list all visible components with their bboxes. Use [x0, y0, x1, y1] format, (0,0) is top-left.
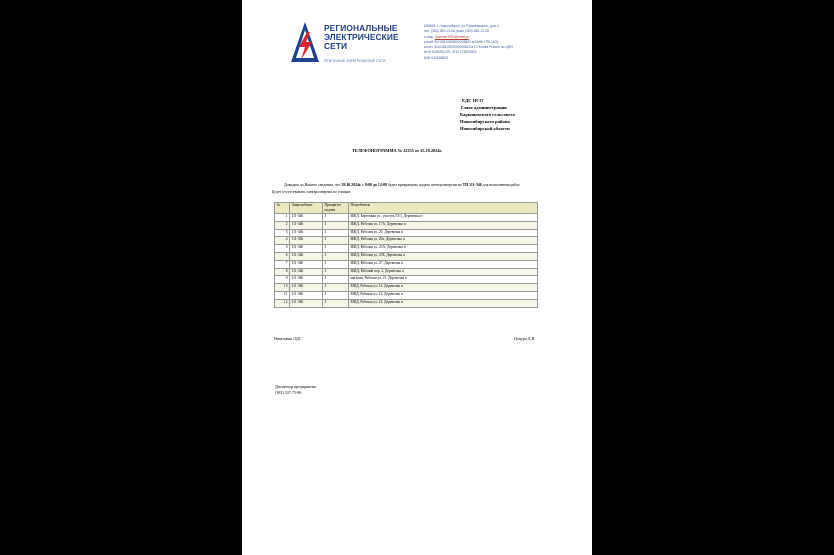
cell-num: 7 — [275, 260, 290, 268]
cell-num: 4 — [275, 237, 290, 245]
intro-part1: Доводим до Вашего сведения, что — [284, 183, 342, 187]
cell-feeder: 111-346 — [290, 229, 323, 237]
company-logo — [290, 20, 420, 68]
cell-priority: 3 — [323, 214, 349, 222]
cell-feeder: 111-346 — [290, 221, 323, 229]
cell-num: 5 — [275, 245, 290, 253]
cell-priority: 3 — [323, 291, 349, 299]
table-header-row — [275, 203, 538, 214]
cell-num: 8 — [275, 268, 290, 276]
cell-consumer: ИЖД, Рабочая ул, 23А, Деревочка п — [349, 245, 538, 253]
requisites-phone: тел. (383) 289-13-28, факс (383) 289-13-28, — [424, 29, 490, 34]
cell-num: 6 — [275, 252, 290, 260]
lightning-triangle-icon — [290, 20, 320, 64]
cell-consumer: МКД, Рабочая ул, 23, Деревочка п — [349, 299, 538, 307]
table-row — [275, 268, 538, 276]
cell-priority: 3 — [323, 260, 349, 268]
requisites-account1: р/счет 40702810500000003663 в БАНК ГПБ (АО) — [424, 39, 499, 44]
cell-consumer: ИЖД, Рабочая ул, 17А, Деревочка п — [349, 221, 538, 229]
outage-table — [274, 202, 538, 308]
requisites-address: 630808, г. Новосибирск, ул. Еремеевского, дом 2, — [424, 24, 500, 28]
intro-line2: Будет отсутствовать электроэнергия по улицам: — [272, 189, 352, 194]
cell-priority: 3 — [323, 268, 349, 276]
cell-feeder: 111-346 — [290, 252, 323, 260]
cell-consumer: ИЖД, Береговая ул., участок 53/1, Деревочка п — [349, 214, 538, 222]
table-row — [275, 291, 538, 299]
cell-feeder: 111-346 — [290, 291, 323, 299]
signature-position: Начальник ОДС — [274, 336, 302, 341]
table-row — [275, 276, 538, 284]
company-name-line3: СЕТИ — [324, 41, 348, 52]
addressee-line1: ЕДС НСО — [462, 98, 484, 103]
requisites-account2: к/счет 30101810300000000823 в ГУ Банка России по ЦФО — [424, 45, 513, 50]
cell-consumer: ИЖД, Рабочая ул, 20а, Деревочка п — [349, 237, 538, 245]
intro-date-range: 29.10.2024г. с 9:00 до 12:00 — [341, 183, 387, 187]
addressee-line3: Барышевского сельсовета — [460, 112, 515, 117]
cell-feeder: 111-346 — [290, 237, 323, 245]
table-row — [275, 229, 538, 237]
cell-num: 9 — [275, 276, 290, 284]
intro-part2: будет прекращена подача электроэнергии на — [387, 183, 463, 187]
cell-feeder: 111-346 — [290, 268, 323, 276]
cell-num: 3 — [275, 229, 290, 237]
company-name-line1: РЕГИОНАЛЬНЫЕ — [324, 23, 398, 33]
dispatcher-title: Диспетчер предприятия — [275, 384, 316, 389]
intro-line1 — [272, 182, 572, 189]
table-row — [275, 221, 538, 229]
cell-priority: 3 — [323, 299, 349, 307]
document-page — [242, 0, 592, 555]
email-label: e-mail: — [424, 34, 434, 39]
cell-num: 10 — [275, 284, 290, 292]
cell-priority: 3 — [323, 276, 349, 284]
table-row — [275, 252, 538, 260]
cell-priority: 3 — [323, 237, 349, 245]
cell-priority: 3 — [323, 229, 349, 237]
cell-priority: 3 — [323, 245, 349, 253]
intro-substation: ТП 111-346 — [462, 183, 482, 187]
cell-num: 12 — [275, 299, 290, 307]
table-row — [275, 299, 538, 307]
cell-priority: 3 — [323, 221, 349, 229]
cell-consumer: МКД, Рабочая ул, 21, Деревочка п — [349, 291, 538, 299]
table-row — [275, 245, 538, 253]
table-body — [275, 214, 538, 308]
addressee-block — [460, 97, 515, 132]
email-link[interactable]: Secretar.PES@eseti.ru — [434, 34, 469, 39]
cell-num: 2 — [275, 221, 290, 229]
company-name-line2: ЭЛЕКТРИЧЕСКИЕ — [324, 32, 399, 43]
signature-name: Цоцура Д.В. — [514, 336, 536, 341]
table-row — [275, 260, 538, 268]
cell-consumer: ИЖД, Рабочая ул, 25Б, Деревочка п — [349, 252, 538, 260]
requisites-bik: БИК 044525823 — [424, 55, 448, 60]
cell-consumer: МКД, Рабочая ул, 14, Деревочка п — [349, 284, 538, 292]
document-title: ТЕЛЕФОНОГРАММА № 22335 от 25.10.2024г. — [352, 148, 443, 153]
company-requisites — [424, 24, 513, 61]
dispatcher-phone: (383) 337-75-86 — [275, 390, 302, 395]
cell-priority: 3 — [323, 252, 349, 260]
cell-num: 11 — [275, 291, 290, 299]
cell-priority: 3 — [323, 284, 349, 292]
cell-consumer: магазин, Рабочая ул, 21, Деревочка п — [349, 276, 538, 284]
company-name — [324, 24, 399, 52]
addressee-line5: Новосибирской области — [460, 126, 510, 131]
intro-text — [272, 182, 572, 195]
cell-consumer: ИЖД, Рабочая ул, 20, Деревочка п — [349, 229, 538, 237]
cell-num: 1 — [275, 214, 290, 222]
header-feeder: Энергообъект — [290, 203, 323, 214]
header-priority: Приоритет подачи — [323, 203, 349, 214]
company-subdivision: ПРИОБСКИЕ ЭЛЕКТРИЧЕСКИЕ СЕТИ — [324, 59, 386, 63]
addressee-line2: Главе администрации — [461, 105, 507, 110]
cell-feeder: 111-346 — [290, 276, 323, 284]
cell-feeder: 111-346 — [290, 245, 323, 253]
header-consumer: Потребитель — [349, 203, 538, 214]
cell-consumer: ИЖД, Рабочая ул, 27, Деревочка п — [349, 260, 538, 268]
table-row — [275, 237, 538, 245]
cell-feeder: 111-346 — [290, 284, 323, 292]
table-row — [275, 284, 538, 292]
cell-feeder: 111-346 — [290, 214, 323, 222]
requisites-inn: ИНН 5406291470, КПП 775000001, — [424, 50, 478, 55]
intro-part3: для выполнения работ. — [481, 183, 521, 187]
cell-consumer: ИЖД, Рабочий пер, 2, Деревочка п — [349, 268, 538, 276]
addressee-line4: Новосибирского района — [460, 119, 510, 124]
header-num: № — [275, 203, 290, 214]
cell-feeder: 111-346 — [290, 260, 323, 268]
cell-feeder: 111-346 — [290, 299, 323, 307]
dispatcher-block — [275, 384, 316, 396]
table-row — [275, 214, 538, 222]
